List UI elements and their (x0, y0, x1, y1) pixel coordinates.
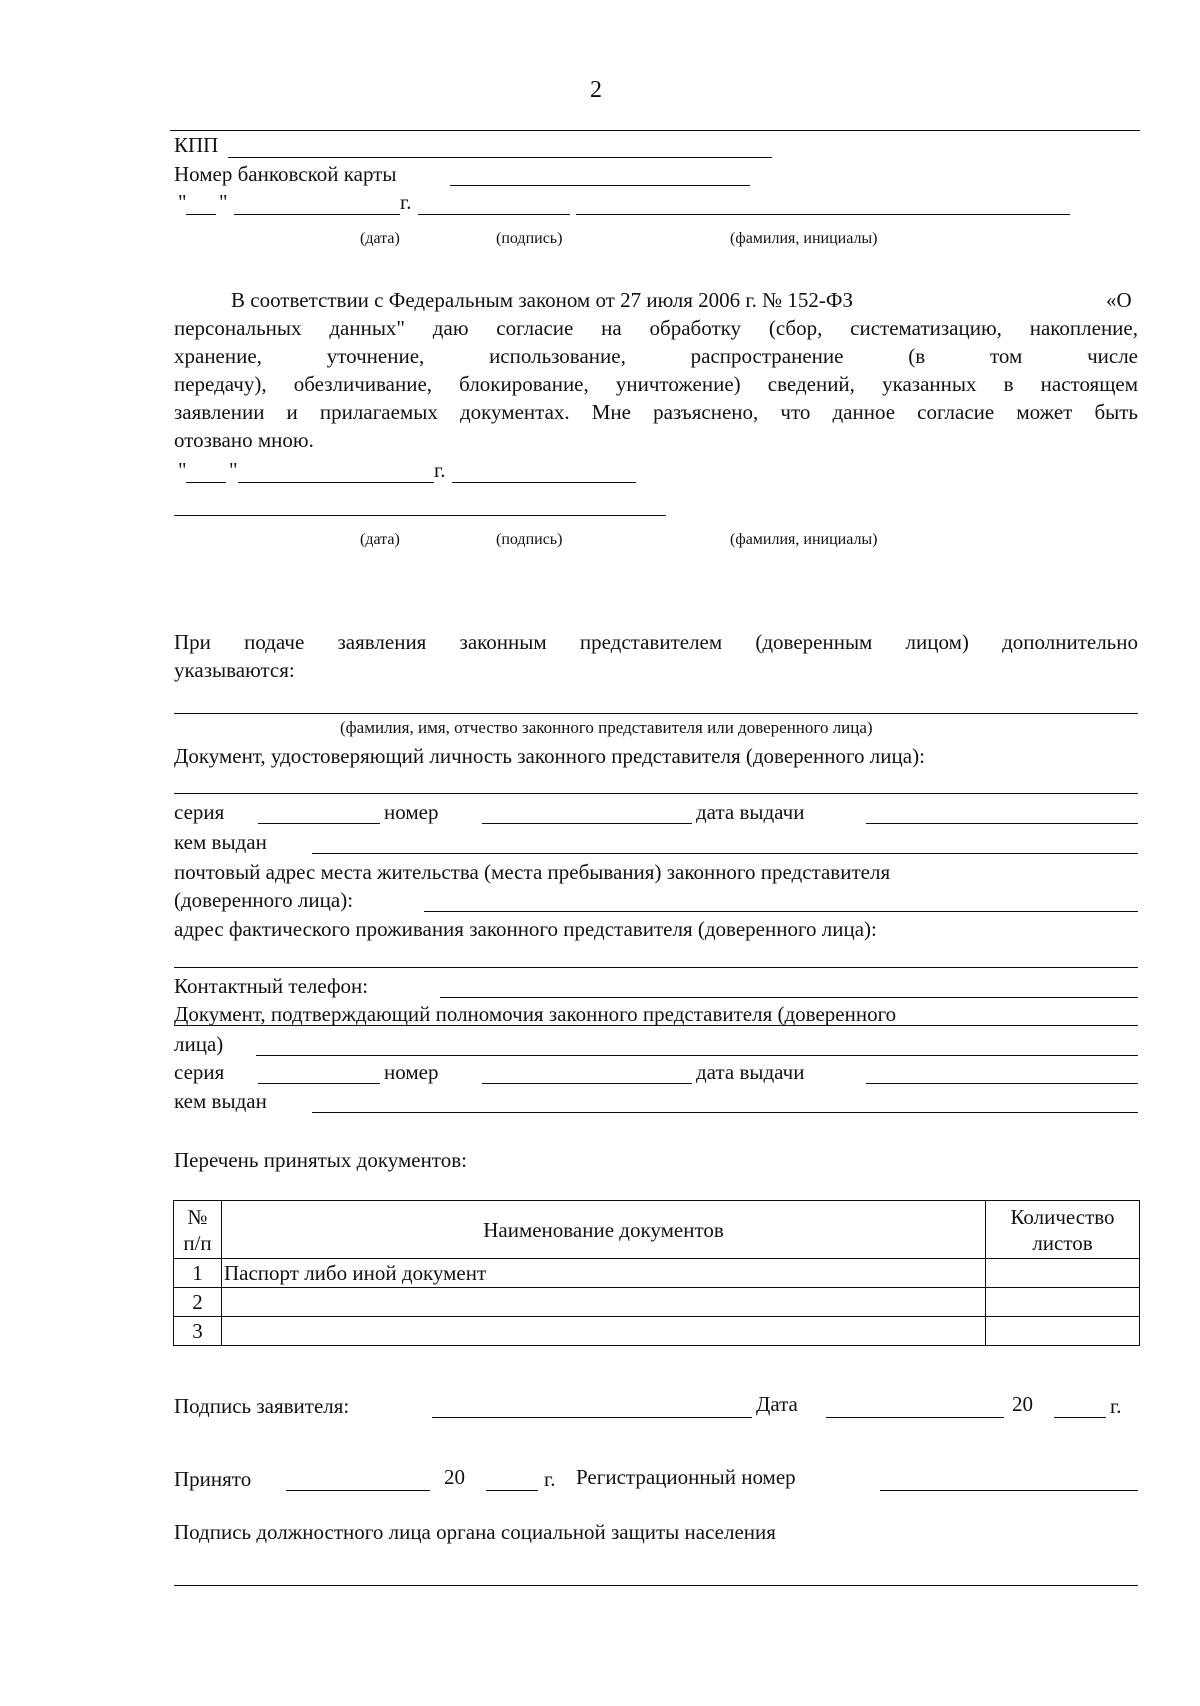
row-name[interactable] (222, 1288, 986, 1317)
year-suffix: г. (400, 190, 412, 214)
reg-number-label: Регистрационный номер (576, 1465, 796, 1489)
row-count[interactable] (986, 1317, 1140, 1346)
consent-word: распространение (690, 344, 844, 368)
number-field[interactable] (482, 1083, 692, 1084)
name-field[interactable] (576, 214, 1070, 215)
row-count[interactable] (986, 1259, 1140, 1288)
authority-doc-field[interactable] (174, 1025, 1138, 1026)
kpp-field[interactable] (228, 157, 772, 158)
header-count (986, 1201, 1140, 1259)
sign-caption: (подпись) (496, 531, 563, 548)
row-name[interactable] (222, 1317, 986, 1346)
representative-name-field[interactable] (174, 713, 1138, 714)
authority-doc-label: Документ, подтверждающий полномочия законного представителя (доверенного (174, 1002, 897, 1026)
issue-date-label: дата выдачи (696, 1060, 805, 1084)
issue-date-field[interactable] (866, 1083, 1138, 1084)
consent-word: числе (1087, 344, 1138, 368)
authority-doc-label-cont: лица) (174, 1032, 224, 1056)
documents-table (173, 1200, 1140, 1346)
row-count[interactable] (986, 1288, 1140, 1317)
consent-line-3 (174, 342, 1138, 370)
table-row (174, 1288, 1140, 1317)
official-signature-field[interactable] (174, 1585, 1138, 1586)
issued-by-label: кем выдан (174, 1089, 267, 1113)
postal-address-field[interactable] (424, 911, 1138, 912)
official-signature-label: Подпись должностного лица органа социальной защиты населения (174, 1520, 776, 1544)
representative-name-caption: (фамилия, имя, отчество законного представителя или доверенного лица) (340, 718, 873, 737)
issued-by-field[interactable] (312, 853, 1138, 854)
month-field[interactable] (234, 214, 400, 215)
reg-number-field[interactable] (880, 1490, 1138, 1491)
quote-open: " (178, 458, 187, 482)
series-field[interactable] (258, 1083, 380, 1084)
quote-close: " (219, 190, 228, 214)
number-label: номер (384, 800, 439, 824)
month-field[interactable] (238, 482, 434, 483)
series-label: серия (174, 800, 225, 824)
series-label: серия (174, 1060, 225, 1084)
bank-card-label: Номер банковской карты (174, 162, 397, 186)
consent-line-2: персональных данных" даю согласие на обработку (сбор, систематизацию, накопление, (174, 316, 1138, 340)
representative-intro-line-1: При подаче заявления законным представителем (доверенным лицом) дополнительно (174, 630, 1138, 654)
consent-word: хранение, (174, 344, 262, 368)
authority-doc-field-cont[interactable] (256, 1055, 1138, 1056)
table-row (174, 1259, 1140, 1288)
header-count-line-2: листов (1032, 1230, 1093, 1255)
consent-word: том (989, 344, 1023, 368)
accepted-year-prefix: 20 (444, 1465, 465, 1489)
consent-line-4: передачу), обезличивание, блокирование, уничтожение) сведений, указанных в настоящем (174, 372, 1138, 396)
issued-by-field[interactable] (312, 1112, 1138, 1113)
quote-open: " (178, 190, 187, 214)
consent-line-1: В соответствии с Федеральным законом от 27 июля 2006 г. № 152-ФЗ (231, 288, 854, 312)
year-field[interactable] (452, 482, 636, 483)
accepted-year-field[interactable] (486, 1490, 538, 1491)
issue-date-field[interactable] (866, 823, 1138, 824)
consent-word: уточнение, (326, 344, 425, 368)
year-field[interactable] (1054, 1417, 1106, 1418)
row-name[interactable]: Паспорт либо иной документ (222, 1259, 986, 1288)
row-num: 3 (174, 1317, 222, 1346)
date-caption: (дата) (360, 230, 400, 247)
year-prefix: 20 (1012, 1392, 1033, 1416)
year-suffix: г. (434, 458, 446, 482)
table-header-row (174, 1201, 1140, 1259)
applicant-signature-field[interactable] (432, 1417, 752, 1418)
consent-line-5: заявлении и прилагаемых документах. Мне разъяснено, что данное согласие может быть (174, 400, 1138, 424)
header-num (174, 1201, 222, 1259)
name-caption: (фамилия, инициалы) (730, 230, 878, 247)
documents-title: Перечень принятых документов: (174, 1148, 467, 1172)
day-field[interactable] (186, 214, 216, 215)
row-num: 1 (174, 1259, 222, 1288)
consent-word: (в (908, 344, 926, 368)
bank-card-field[interactable] (450, 185, 750, 186)
phone-field[interactable] (440, 997, 1138, 998)
date-field[interactable] (826, 1417, 1004, 1418)
issue-date-label: дата выдачи (696, 800, 805, 824)
day-field[interactable] (186, 482, 226, 483)
row-num: 2 (174, 1288, 222, 1317)
representative-intro-line-2: указываются: (174, 658, 295, 682)
year-suffix: г. (1110, 1394, 1122, 1418)
issued-by-label: кем выдан (174, 830, 267, 854)
actual-address-label: адрес фактического проживания законного представителя (доверенного лица): (174, 917, 877, 941)
phone-label: Контактный телефон: (174, 974, 369, 998)
applicant-signature-label: Подпись заявителя: (174, 1394, 350, 1418)
consent-word: использование, (489, 344, 626, 368)
quote-close: " (229, 458, 238, 482)
table-row (174, 1317, 1140, 1346)
sign-caption: (подпись) (496, 230, 563, 247)
page-number: 2 (590, 77, 602, 103)
consent-line-1-end: «О (1106, 288, 1132, 312)
number-label: номер (384, 1060, 439, 1084)
id-doc-label: Документ, удостоверяющий личность законного представителя (доверенного лица): (174, 744, 925, 768)
signature-field[interactable] (174, 515, 666, 516)
series-field[interactable] (258, 823, 380, 824)
top-rule (170, 130, 1140, 131)
accepted-label: Принято (174, 1467, 252, 1491)
header-num-line-2: п/п (183, 1230, 212, 1255)
actual-address-field[interactable] (174, 967, 1138, 968)
accepted-year-suffix: г. (544, 1467, 556, 1491)
id-doc-field[interactable] (174, 793, 1138, 794)
kpp-label: КПП (174, 133, 219, 157)
consent-line-6: отозвано мною. (174, 428, 314, 452)
header-count-line-1: Количество (1010, 1204, 1115, 1229)
postal-address-label-cont: (доверенного лица): (174, 888, 354, 912)
date-caption: (дата) (360, 531, 400, 548)
header-num-line-1: № (187, 1204, 208, 1229)
name-caption: (фамилия, инициалы) (730, 531, 878, 548)
accepted-date-field[interactable] (286, 1490, 430, 1491)
date-label: Дата (756, 1392, 798, 1416)
postal-address-label: почтовый адрес места жительства (места пребывания) законного представителя (174, 860, 891, 884)
header-name: Наименование документов (222, 1201, 986, 1259)
number-field[interactable] (482, 823, 692, 824)
signature-field[interactable] (418, 214, 570, 215)
